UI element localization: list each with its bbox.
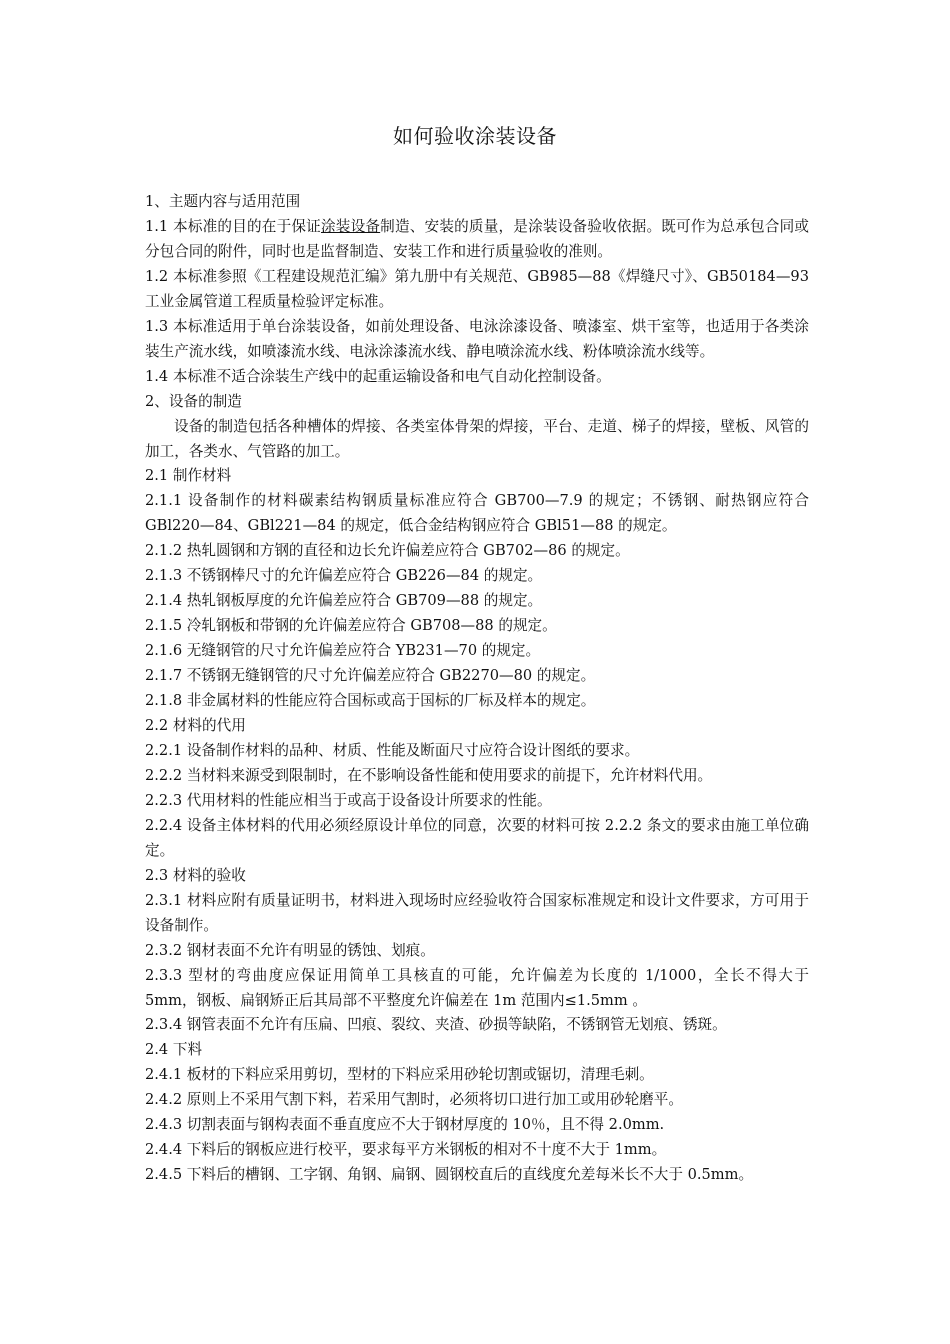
paragraph-2-1-8: 2.1.8 非金属材料的性能应符合国标或高于国标的厂标及样本的规定。 [145,692,596,710]
paragraph-2-3-1: 2.3.1 材料应附有质量证明书，材料进入现场时应经验收符合国家标准规定和设计文件要求，方可用于设备制作。 [145,891,809,934]
document-title: 如何验收涂装设备 [393,124,557,148]
paragraph-1-1 [145,215,809,265]
paragraph-2-1-1: 2.1.1 设备制作的材料碳素结构钢质量标准应符合 GB700—7.9 的规定；不锈钢、耐热钢应符合 GBl220—84、GBl221—84 的规定，低合金结构钢应符合 GBl51—88 的规定。 [145,492,809,535]
heading-2-1: 2.1 制作材料 [145,467,232,485]
paragraph-2-1-5: 2.1.5 冷轧钢板和带钢的允许偏差应符合 GB708—88 的规定。 [145,617,557,635]
paragraph-2-1-7: 2.1.7 不锈钢无缝钢管的尺寸允许偏差应符合 GB2270—80 的规定。 [145,667,596,685]
paragraph-2-1-6: 2.1.6 无缝钢管的尺寸允许偏差应符合 YB231—70 的规定。 [145,642,541,660]
paragraph-2-4-3: 2.4.3 切割表面与钢构表面不垂直度应不大于钢材厚度的 10％，且不得 2.0mm. [145,1116,665,1134]
paragraph-2-4-2: 2.4.2 原则上不采用气割下料，若采用气割时，必须将切口进行加工或用砂轮磨平。 [145,1091,683,1109]
paragraph-2-2-4: 2.2.4 设备主体材料的代用必须经原设计单位的同意，次要的材料可按 2.2.2 条文的要求由施工单位确定。 [145,816,809,859]
paragraph-1-4: 1.4 本标准不适合涂装生产线中的起重运输设备和电气自动化控制设备。 [145,367,611,385]
document-body [145,190,809,1188]
paragraph-2-3-3: 2.3.3 型材的弯曲度应保证用简单工具核直的可能，允许偏差为长度的 1/1000，全长不得大于 5mm，钢板、扁钢矫正后其局部不平整度允许偏差在 1m 范围内≤1.5mm 。 [145,966,809,1009]
paragraph-2-3-4: 2.3.4 钢管表面不允许有压扁、凹痕、裂纹、夹渣、砂损等缺陷，不锈钢管无划痕、锈斑。 [145,1016,727,1034]
paragraph-2-2-3: 2.2.3 代用材料的性能应相当于或高于设备设计所要求的性能。 [145,791,552,809]
paragraph-2-1-2: 2.1.2 热轧圆钢和方钢的直径和边长允许偏差应符合 GB702—86 的规定。 [145,542,630,560]
paragraph-2-2-2: 2.2.2 当材料来源受到限制时，在不影响设备性能和使用要求的前提下，允许材料代用。 [145,766,713,784]
heading-2-3: 2.3 材料的验收 [145,866,246,884]
paragraph-2-1-3: 2.1.3 不锈钢棒尺寸的允许偏差应符合 GB226—84 的规定。 [145,567,543,585]
coating-equipment-link[interactable]: 涂装设备 [320,217,381,235]
paragraph-2-4-1: 2.4.1 板材的下料应采用剪切，型材的下料应采用砂轮切割或锯切，清理毛刺。 [145,1066,654,1084]
heading-1: 1、主题内容与适用范围 [145,193,301,210]
paragraph-1-2: 1.2 本标准参照《工程建设规范汇编》第九册中有关规范、GB985—88《焊缝尺寸》、GB50184—93 工业金属管道工程质量检验评定标准。 [145,267,809,310]
paragraph-1-1-text-before: 1.1 本标准的目的在于保证 [145,217,321,235]
paragraph-1-3: 1.3 本标准适用于单台涂装设备，如前处理设备、电泳涂漆设备、喷漆室、烘干室等，也适用于各类涂装生产流水线，如喷漆流水线、电泳涂漆流水线、静电喷涂流水线、粉体喷涂流水线等。 [145,317,809,360]
paragraph-2-3-2: 2.3.2 钢材表面不允许有明显的锈蚀、划痕。 [145,941,435,959]
paragraph-2-4-4: 2.4.4 下料后的钢板应进行校平，要求每平方米钢板的相对不十度不大于 1mm。 [145,1141,667,1159]
paragraph-2-4-5: 2.4.5 下料后的槽钢、工字钢、角钢、扁钢、圆钢校直后的直线度允差每米长不大于 0.5mm。 [145,1166,754,1184]
paragraph-2-1-4: 2.1.4 热轧钢板厚度的允许偏差应符合 GB709—88 的规定。 [145,592,543,610]
heading-2-4: 2.4 下料 [145,1041,203,1059]
paragraph-1-1-text-after: 制造、安装的质量，是涂装设备验收依据。既可作为总承包合同或分包合同的附件，同时也是监督制造、安装工作和进行质量验收的准则。 [145,217,809,260]
heading-2-2: 2.2 材料的代用 [145,717,246,735]
heading-2: 2、设备的制造 [145,392,242,410]
paragraph-2-intro: 设备的制造包括各种槽体的焊接、各类室体骨架的焊接，平台、走道、梯子的焊接，壁板、风管的加工，各类水、气管路的加工。 [145,417,809,460]
paragraph-2-2-1: 2.2.1 设备制作材料的品种、材质、性能及断面尺寸应符合设计图纸的要求。 [145,741,640,759]
